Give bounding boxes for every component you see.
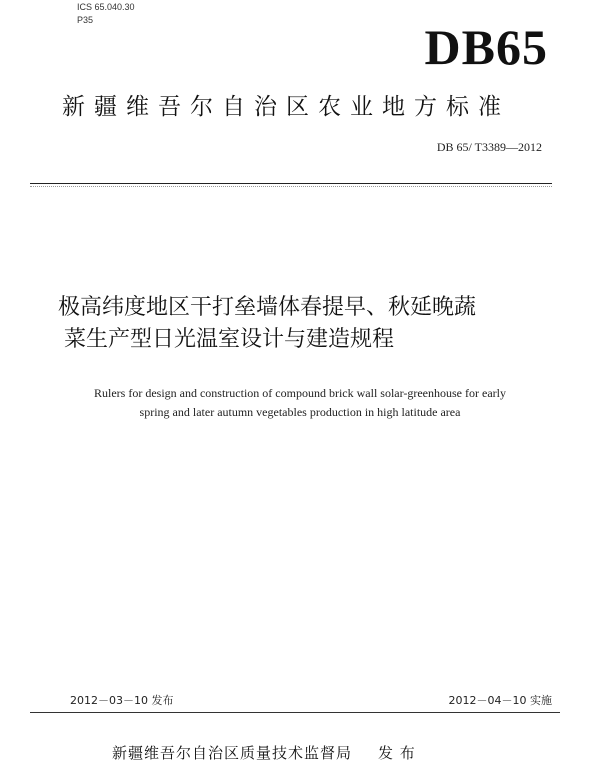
implementation-date: 2012－04－10 实施 <box>448 694 552 707</box>
standard-type: 新疆维吾尔自治区农业地方标准 <box>62 94 510 120</box>
title-cn-line-1: 极高纬度地区干打垒墙体春提早、秋延晚蔬 <box>58 295 477 320</box>
title-cn-line-2: 菜生产型日光温室设计与建造规程 <box>64 327 395 352</box>
issuer-name: 新疆维吾尔自治区质量技术监督局 <box>112 744 353 762</box>
footer-divider <box>30 712 560 713</box>
issue-date: 2012－03－10 发布 <box>70 694 174 707</box>
standard-number: DB 65/ T3389—2012 <box>436 140 542 154</box>
document-title-en <box>40 384 560 422</box>
document-title-cn <box>58 292 558 356</box>
header-divider <box>30 183 552 184</box>
issuing-authority <box>112 742 416 763</box>
title-en-line-1: Rulers for design and construction of compound brick wall solar-greenhouse for early <box>94 386 506 400</box>
standard-logo: DB65 <box>424 19 548 75</box>
ics-code: ICS 65.040.30 <box>77 2 135 12</box>
ccs-code: P35 <box>77 15 94 25</box>
header-divider-shadow <box>30 186 552 187</box>
title-en-line-2: spring and later autumn vegetables production in high latitude area <box>139 405 461 419</box>
publish-label: 发 布 <box>378 744 416 762</box>
